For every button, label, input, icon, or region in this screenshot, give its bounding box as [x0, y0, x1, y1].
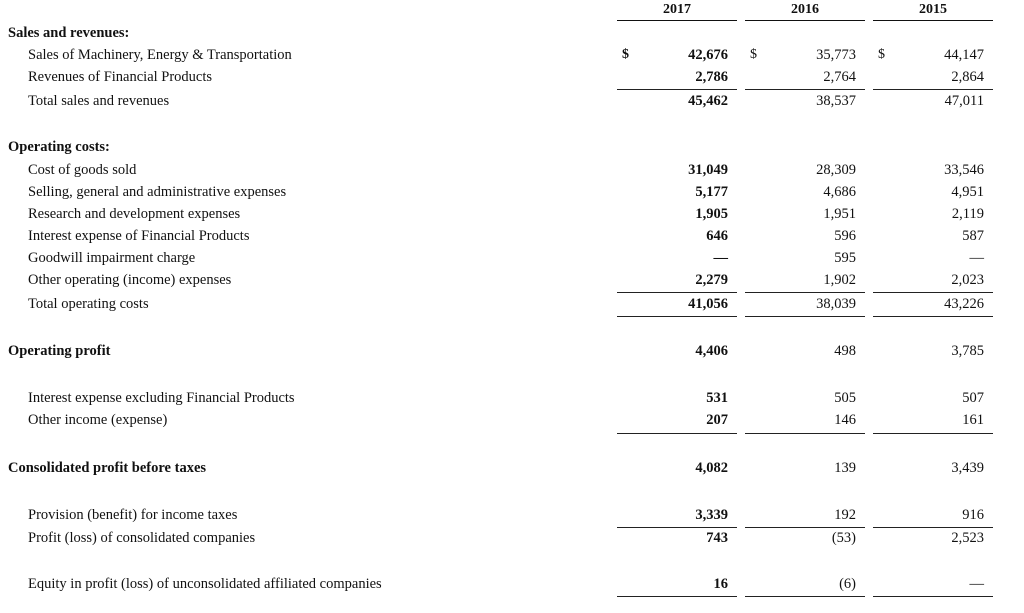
subtotal-rule-2016 — [745, 527, 865, 528]
cell-other-op-2016: 1,902 — [823, 272, 856, 288]
cell-interest-ex-2016: 505 — [834, 390, 856, 406]
cell-op-profit-2015: 3,785 — [951, 343, 984, 359]
header-rule-2015 — [873, 20, 993, 21]
cell-interest-fp-2016: 596 — [834, 228, 856, 244]
row-label-financial: Revenues of Financial Products — [28, 69, 213, 85]
cell-op-profit-2016: 498 — [834, 343, 856, 359]
cell-other-income-2015: 161 — [962, 412, 984, 428]
row-label-equity: Equity in profit (loss) of unconsolidated affiliated companies — [28, 576, 382, 592]
row-label-profit-consolidated: Profit (loss) of consolidated companies — [28, 530, 256, 546]
dollar-sign-2016: $ — [750, 47, 757, 62]
dollar-sign-2015: $ — [878, 47, 885, 62]
subtotal-rule-2017 — [617, 89, 737, 90]
subtotal-rule-2015 — [873, 89, 993, 90]
subtotal-rule-2015 — [873, 596, 993, 597]
row-label-sga: Selling, general and administrative expenses — [28, 184, 287, 200]
subtotal-rule-2016 — [745, 89, 865, 90]
cell-interest-ex-2015: 507 — [962, 390, 984, 406]
cell-cogs-2015: 33,546 — [944, 162, 984, 178]
dollar-sign-2017: $ — [622, 47, 629, 62]
cell-provision-2015: 916 — [962, 507, 984, 523]
cell-other-income-2016: 146 — [834, 412, 856, 428]
cell-sga-2017: 5,177 — [695, 184, 728, 200]
row-label-cogs: Cost of goods sold — [28, 162, 137, 178]
cell-total-costs-2017: 41,056 — [688, 296, 728, 312]
cell-rnd-2016: 1,951 — [823, 206, 856, 222]
cell-cons-profit-2017: 4,082 — [695, 460, 728, 476]
cell-cogs-2016: 28,309 — [816, 162, 856, 178]
cell-sga-2015: 4,951 — [951, 184, 984, 200]
cell-provision-2017: 3,339 — [695, 507, 728, 523]
cell-total-costs-2015: 43,226 — [944, 296, 984, 312]
row-label-machinery: Sales of Machinery, Energy & Transportation — [28, 47, 292, 63]
cell-other-op-2017: 2,279 — [695, 272, 728, 288]
subtotal-rule-2016 — [745, 292, 865, 293]
subtotal-rule-2017 — [617, 596, 737, 597]
cell-rnd-2017: 1,905 — [695, 206, 728, 222]
row-label-provision: Provision (benefit) for income taxes — [28, 507, 238, 523]
cell-cons-profit-2016: 139 — [834, 460, 856, 476]
subtotal-rule-2016 — [745, 596, 865, 597]
cell-sga-2016: 4,686 — [823, 184, 856, 200]
cell-total-sales-2016: 38,537 — [816, 93, 856, 109]
cell-profit-cons-2016: (53) — [831, 530, 856, 546]
row-label-goodwill: Goodwill impairment charge — [28, 250, 196, 266]
cell-total-costs-2016: 38,039 — [816, 296, 856, 312]
cell-other-op-2015: 2,023 — [951, 272, 984, 288]
cell-financial-2016: 2,764 — [823, 69, 856, 85]
section-consolidated-profit: Consolidated profit before taxes — [8, 460, 207, 476]
header-rule-2017 — [617, 20, 737, 21]
total-rule-2017 — [617, 316, 737, 317]
column-header-2017: 2017 — [663, 2, 691, 17]
cell-total-sales-2017: 45,462 — [688, 93, 728, 109]
cell-profit-cons-2017: 743 — [706, 530, 728, 546]
cell-interest-fp-2017: 646 — [706, 228, 728, 244]
row-label-total-costs: Total operating costs — [28, 296, 149, 312]
cell-machinery-2016: 35,773 — [816, 47, 856, 63]
cell-rnd-2015: 2,119 — [951, 206, 984, 222]
cell-cogs-2017: 31,049 — [688, 162, 728, 178]
cell-equity-2016: (6) — [839, 576, 856, 592]
cell-goodwill-2015: — — [969, 250, 984, 266]
row-label-interest-ex: Interest expense excluding Financial Products — [28, 390, 295, 406]
cell-other-income-2017: 207 — [706, 412, 728, 428]
cell-financial-2017: 2,786 — [695, 69, 728, 85]
subtotal-rule-2015 — [873, 433, 993, 434]
subtotal-rule-2017 — [617, 527, 737, 528]
cell-total-sales-2015: 47,011 — [944, 93, 984, 109]
cell-goodwill-2016: 595 — [834, 250, 856, 266]
section-operating-costs: Operating costs: — [8, 139, 110, 155]
row-label-other-income: Other income (expense) — [28, 412, 168, 428]
row-label-total-sales: Total sales and revenues — [28, 93, 170, 109]
cell-goodwill-2017: — — [713, 250, 728, 266]
column-header-2015: 2015 — [919, 2, 947, 17]
cell-cons-profit-2015: 3,439 — [951, 460, 984, 476]
section-operating-profit: Operating profit — [8, 343, 111, 359]
cell-machinery-2017: 42,676 — [688, 47, 728, 63]
subtotal-rule-2017 — [617, 292, 737, 293]
row-label-other-op: Other operating (income) expenses — [28, 272, 232, 288]
cell-interest-ex-2017: 531 — [706, 390, 728, 406]
column-header-2016: 2016 — [791, 2, 819, 17]
cell-provision-2016: 192 — [834, 507, 856, 523]
subtotal-rule-2016 — [745, 433, 865, 434]
section-sales-revenues: Sales and revenues: — [8, 25, 130, 41]
row-label-rnd: Research and development expenses — [28, 206, 241, 222]
cell-equity-2015: — — [969, 576, 984, 592]
subtotal-rule-2015 — [873, 527, 993, 528]
subtotal-rule-2015 — [873, 292, 993, 293]
subtotal-rule-2017 — [617, 433, 737, 434]
cell-op-profit-2017: 4,406 — [695, 343, 728, 359]
cell-equity-2017: 16 — [713, 576, 728, 592]
cell-interest-fp-2015: 587 — [962, 228, 984, 244]
cell-machinery-2015: 44,147 — [944, 47, 984, 63]
total-rule-2015 — [873, 316, 993, 317]
total-rule-2016 — [745, 316, 865, 317]
row-label-interest-fp: Interest expense of Financial Products — [28, 228, 250, 244]
cell-profit-cons-2015: 2,523 — [951, 530, 984, 546]
header-rule-2016 — [745, 20, 865, 21]
cell-financial-2015: 2,864 — [951, 69, 984, 85]
